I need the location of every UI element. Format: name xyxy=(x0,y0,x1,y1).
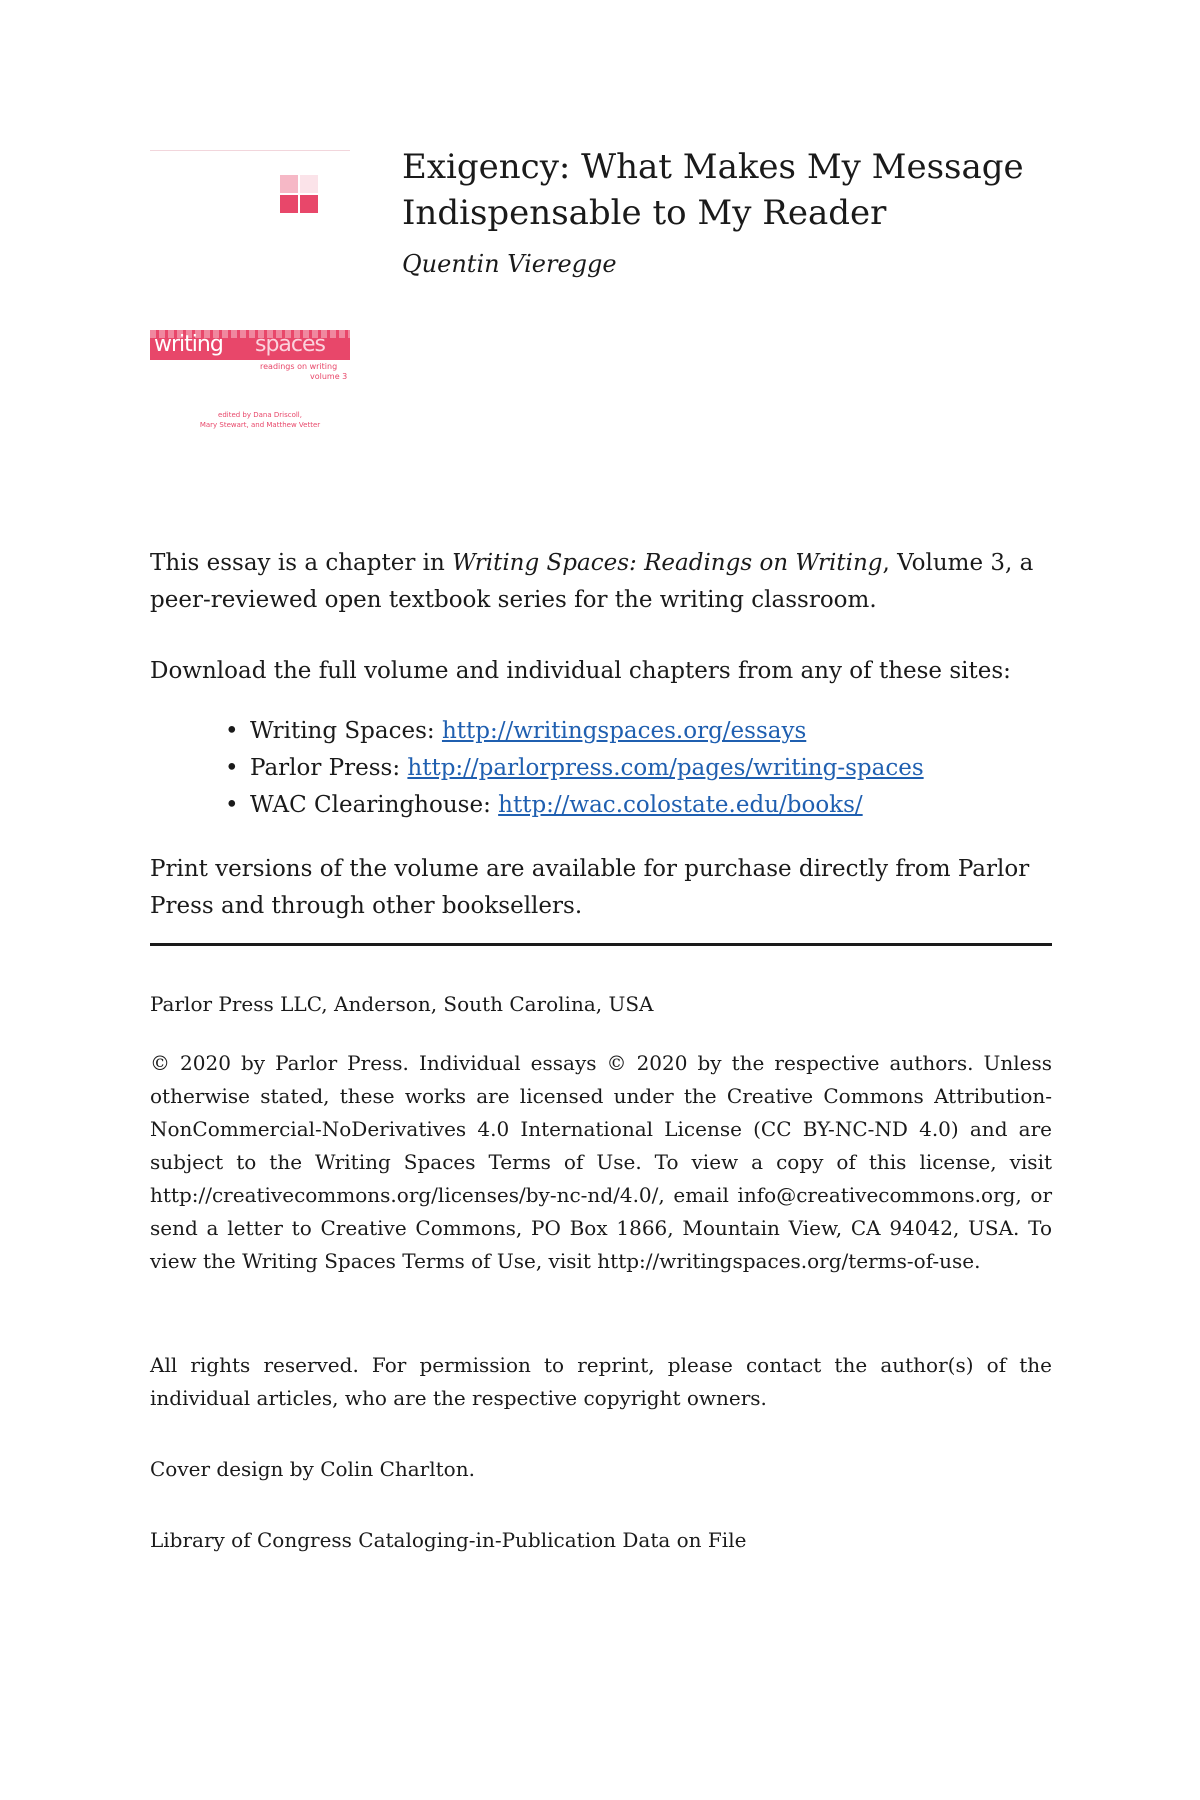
site-label-parlor-press: Parlor Press: xyxy=(250,755,408,781)
site-label-writing-spaces: Writing Spaces: xyxy=(250,718,442,744)
download-paragraph: Download the full volume and individual chapters from any of these sites: xyxy=(150,658,1011,684)
list-item xyxy=(225,713,924,750)
logo-square-dark-2 xyxy=(300,195,318,213)
download-sites-list xyxy=(225,713,924,824)
logo-square-dark xyxy=(280,195,298,213)
cover-word-writing: writing xyxy=(154,332,223,357)
cover-editors-line-2: Mary Stewart, and Matthew Vetter xyxy=(199,421,321,429)
cover-volume: volume 3 xyxy=(310,372,348,381)
cover-subtitle: readings on writing xyxy=(260,362,338,371)
cover-editors-line-1: edited by Dana Driscoll, xyxy=(218,411,302,419)
cataloging-line: Library of Congress Cataloging-in-Publication Data on File xyxy=(150,1528,747,1552)
cover-editors xyxy=(180,410,340,430)
book-cover-thumbnail xyxy=(150,150,350,440)
list-item xyxy=(225,750,924,787)
cover-design-credit: Cover design by Colin Charlton. xyxy=(150,1457,475,1481)
logo-square-pale xyxy=(300,175,318,193)
site-label-wac-clearinghouse: WAC Clearinghouse: xyxy=(250,792,499,818)
print-paragraph: Print versions of the volume are available for purchase directly from Parlor Press and through other booksellers. xyxy=(150,856,1030,919)
essay-author: Quentin Vieregge xyxy=(402,250,617,278)
section-divider xyxy=(150,943,1052,946)
rights-paragraph: All rights reserved. For permission to reprint, please contact the author(s) of the individual articles, who are the respective copyright owners. xyxy=(150,1353,1052,1410)
publisher-line: Parlor Press LLC, Anderson, South Carolina, USA xyxy=(150,992,654,1016)
wac-clearinghouse-link[interactable]: http://wac.colostate.edu/books/ xyxy=(498,792,863,818)
parlor-press-link[interactable]: http://parlorpress.com/pages/writing-spaces xyxy=(407,755,924,781)
license-paragraph: © 2020 by Parlor Press. Individual essays © 2020 by the respective authors. Unless otherwise stated, these works are licensed under the Creative Commons Attribution-NonCommercial-NoDerivatives 4.0 International License (CC BY-NC-ND 4.0) and are subject to the Writing Spaces Terms of Use. To view a copy of this license, visit http://creativecommons.org/licenses/by-nc-nd/4.0/, email info@creativecommons.org, or send a letter to Creative Commons, PO Box 1866, Mountain View, CA 94042, USA. To view the Writing Spaces Terms of Use, visit http://writingspaces.org/terms-of-use. xyxy=(150,1051,1052,1273)
cover-word-spaces: spaces xyxy=(255,332,326,357)
writing-spaces-logo-icon xyxy=(280,175,320,215)
writing-spaces-link[interactable]: http://writingspaces.org/essays xyxy=(441,718,807,744)
intro-paragraph xyxy=(150,545,1052,619)
essay-title: Exigency: What Makes My Message Indispensable to My Reader xyxy=(402,147,1024,233)
logo-square-light xyxy=(280,175,298,193)
intro-text-before: This essay is a chapter in xyxy=(150,550,453,576)
list-item xyxy=(225,787,924,824)
cover-top-line xyxy=(150,150,350,151)
book-title: Writing Spaces: Readings on Writing xyxy=(452,550,883,576)
intro-text-after: , Volume 3, a peer-reviewed open textbook series for the writing classroom. xyxy=(150,550,1034,613)
